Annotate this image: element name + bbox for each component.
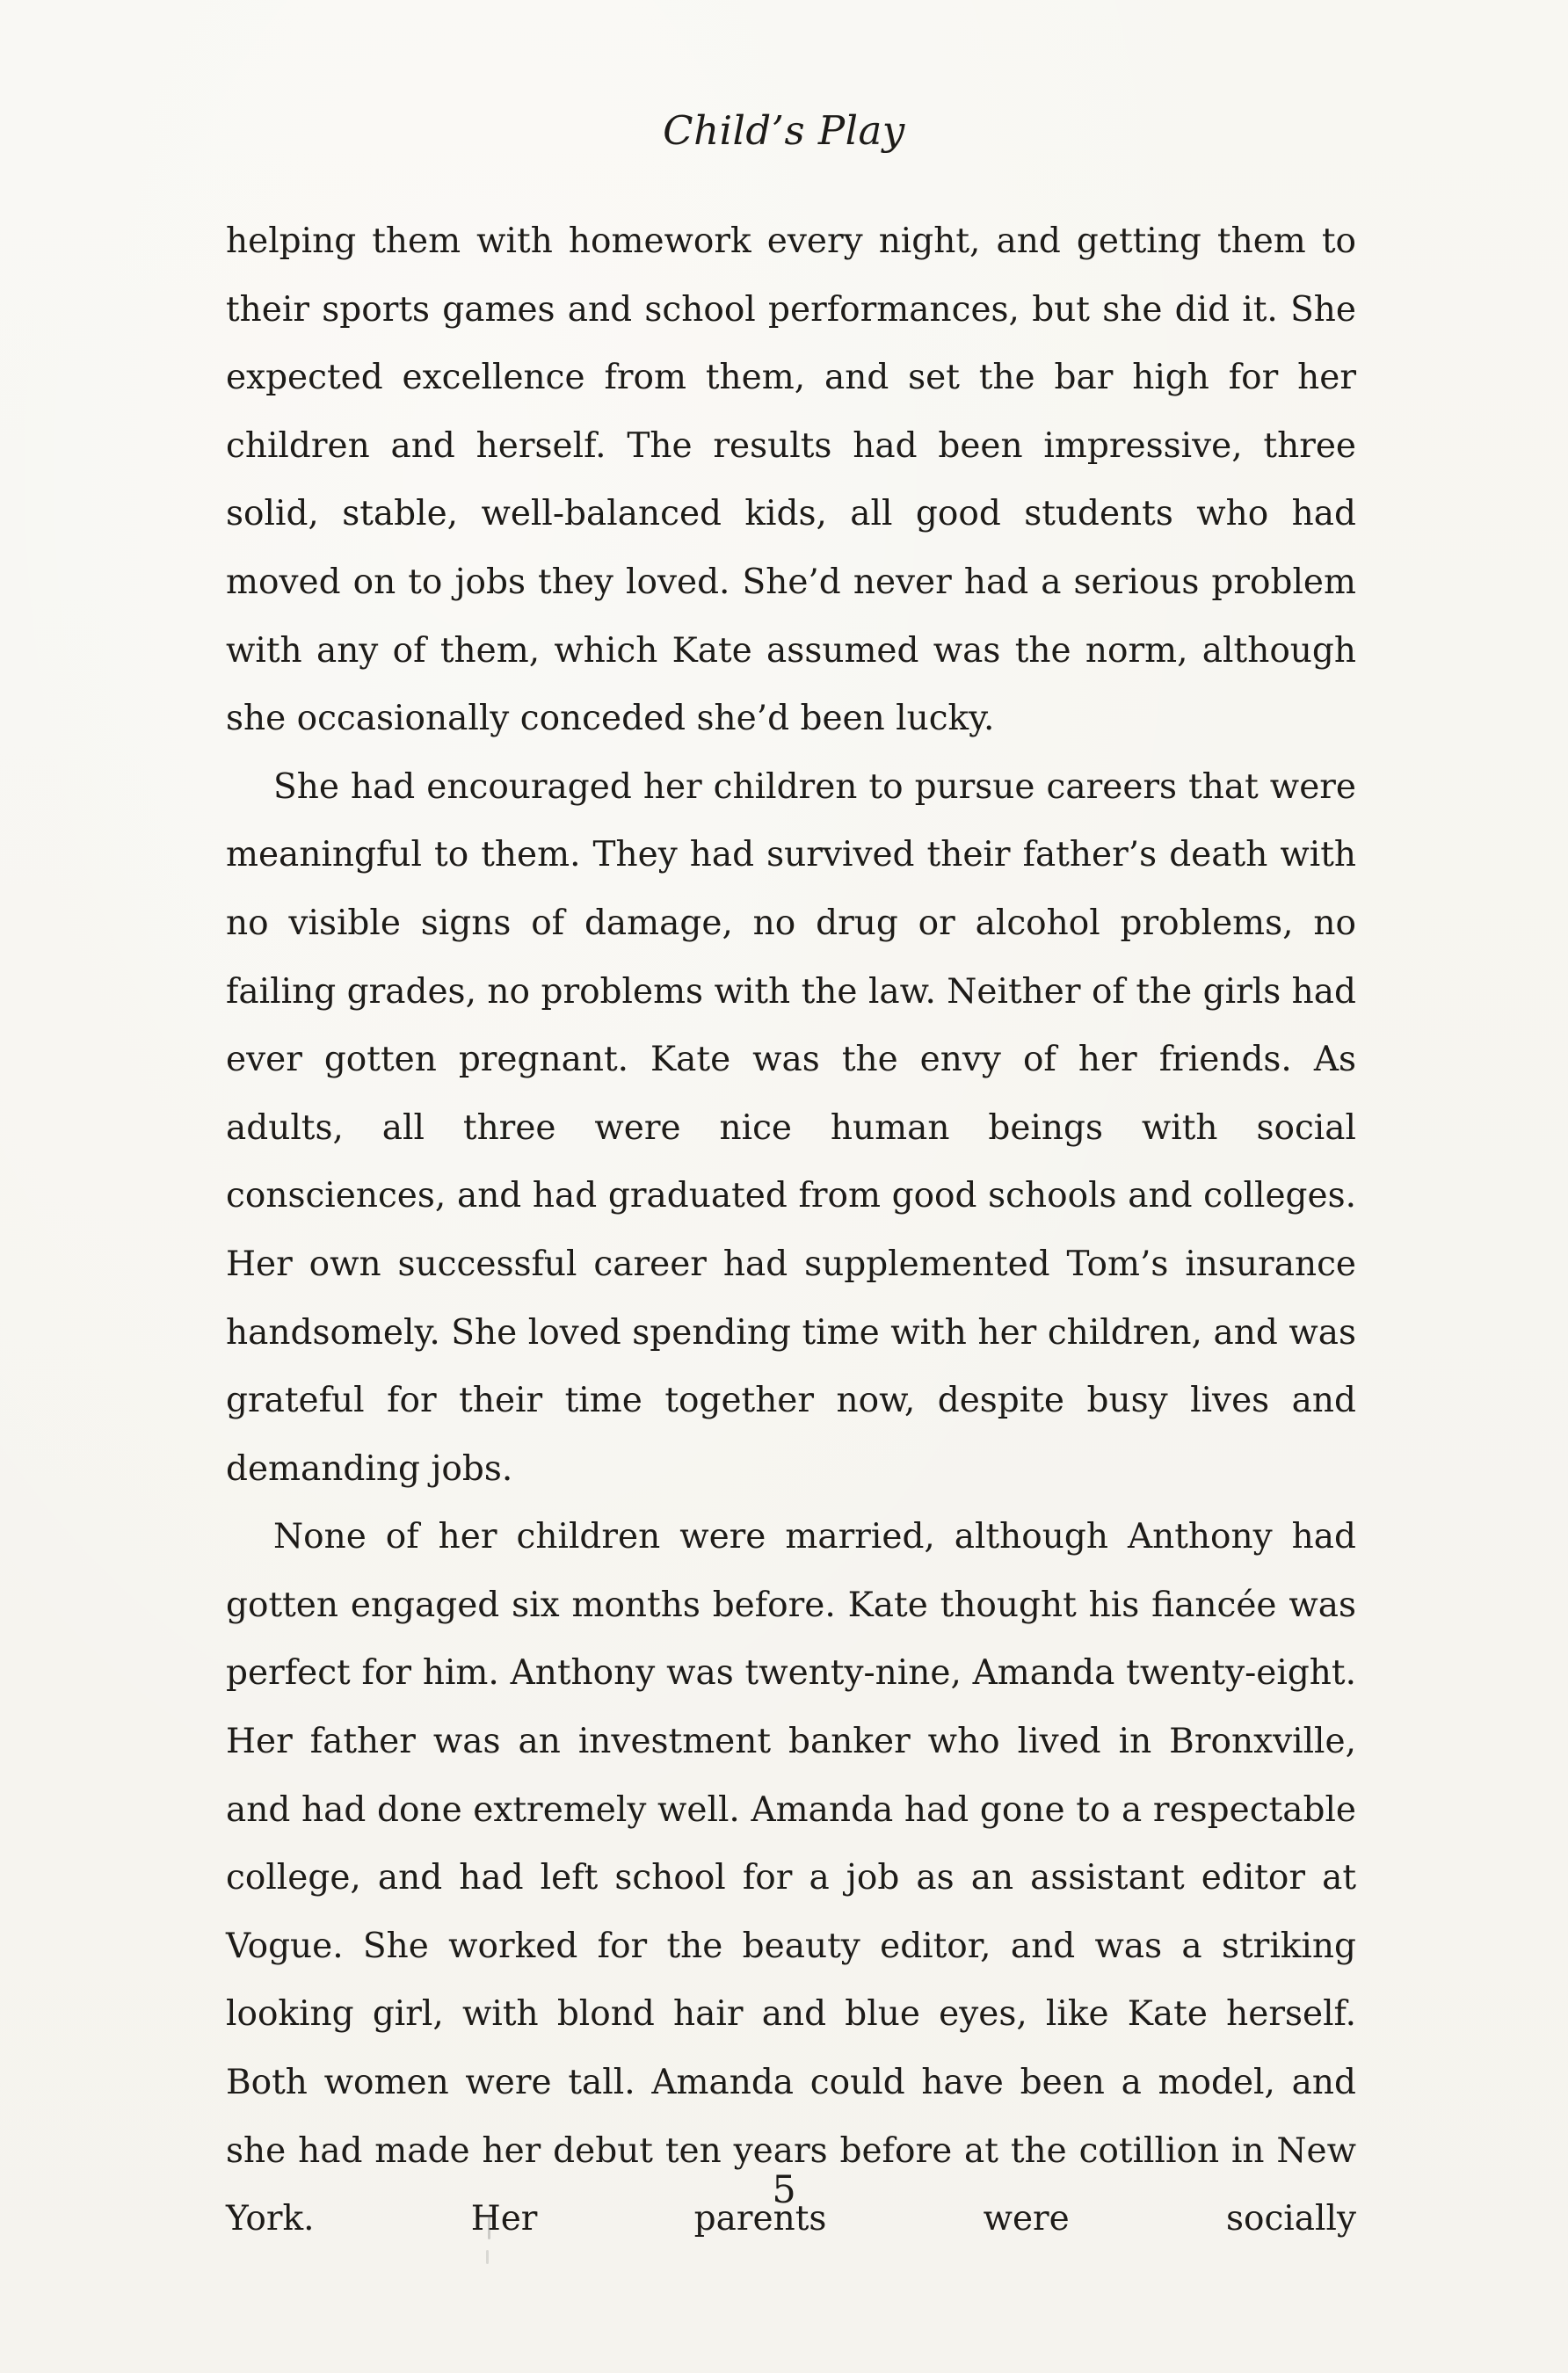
paragraph-2: She had encouraged her children to pursue careers that were meaningful to them. They had survived their father’s death with no visible signs of damage, no drug or alcohol problems, no failing grades, no problems with the law. Neither of the girls had ever gotten pregnant. Kate was the envy of her friends. As adults, all three were nice human beings with social consciences, and had graduated from good schools and colleges. Her own successful career had supplemented Tom’s insurance handsomely. She loved spending time with her children, and was grateful for their time together now, despite busy lives and demanding jobs. [226, 766, 1356, 1489]
paragraph-1: helping them with homework every night, and getting them to their sports games and school performances, but she did it. She expected excellence from them, and set the bar high for her children and herself. The results had been impressive, three solid, stable, well-balanced kids, all good students who had moved on to jobs they loved. She’d never had a serious problem with any of them, which Kate assumed was the norm, although she occasionally conceded she’d been lucky. [226, 221, 1356, 739]
scan-mark [488, 2215, 490, 2239]
scan-mark-small [486, 2250, 489, 2264]
running-head: Child’s Play [663, 107, 905, 154]
body-text [226, 207, 1356, 2253]
paragraph-3: None of her children were married, although Anthony had gotten engaged six months before. Kate thought his fiancée was perfect for him. Anthony was twenty-nine, Amanda twenty-eight. Her father was an investment banker who lived in Bronxville, and had done extremely well. Amanda had gone to a respectable college, and had left school for a job as an assistant editor at Vogue. She worked for the beauty editor, and was a striking looking girl, with blond hair and blue eyes, like Kate herself. Both women were tall. Amanda could have been a model, and she had made her debut ten years before at the cotillion in New York. Her parents were socially [226, 1517, 1356, 2239]
page-number: 5 [772, 2168, 796, 2212]
